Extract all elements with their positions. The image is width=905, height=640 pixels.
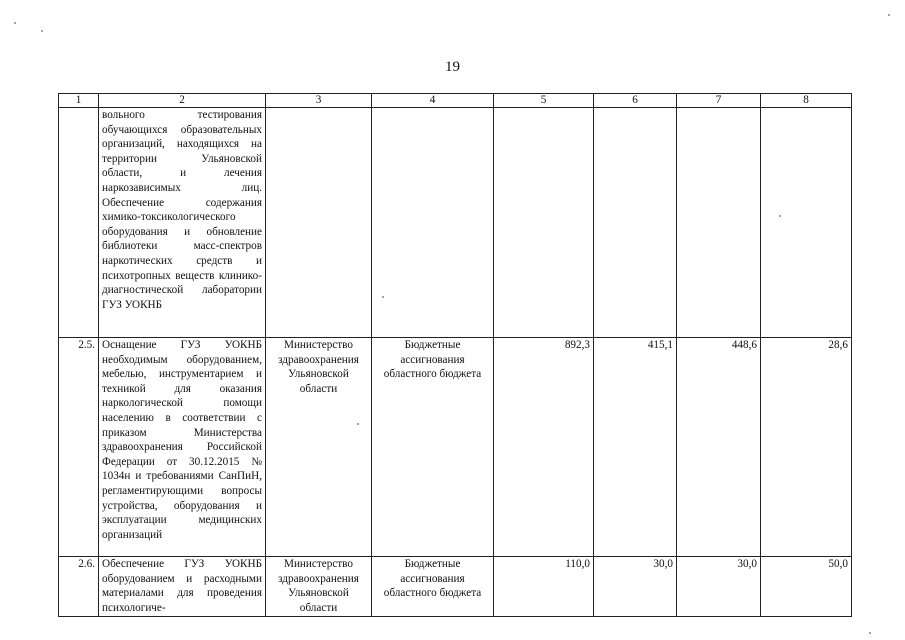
row-description: Оснащение ГУЗ УОКНБ необходимым оборудованием, мебелью, инструментарием и техникой для оказания наркологической помощи населению в соответствии с приказом Министерства здравоохранения Российской Федерации от 30.12.2015 № 1034н и требованиями СанПиН, регламентирующими вопросы устройства, оборудования и эксплуатации медицинских организаций [99,338,266,557]
table-row [59,108,852,338]
scan-speck [357,423,359,425]
row-year-1: 30,0 [594,557,677,617]
scan-speck [779,215,781,217]
row-funding-source: Бюджетные ассигнования областного бюджета [372,338,494,557]
column-number: 4 [372,94,494,108]
row-executor: Министерство здравоохранения Ульяновской области [266,557,372,617]
scan-speck [888,14,890,16]
row-year-3: 50,0 [761,557,852,617]
table-row [59,557,852,617]
row-year-2: 448,6 [677,338,761,557]
row-funding-source [372,108,494,338]
column-number: 8 [761,94,852,108]
column-number: 1 [59,94,99,108]
row-description: вольного тестирования обучающихся образовательных организаций, находящихся на территории Ульяновской области, и лечения наркозависимых лиц. Обеспечение содержания химико-токсикологического оборудования и обновление библиотеки масс-спектров наркотических средств и психотропных веществ клинико-диагностической лаборатории ГУЗ УОКНБ [99,108,266,338]
row-year-1 [594,108,677,338]
row-year-1: 415,1 [594,338,677,557]
column-number: 3 [266,94,372,108]
column-number: 5 [494,94,594,108]
program-table [58,93,852,617]
row-executor: Министерство здравоохранения Ульяновской области [266,338,372,557]
scan-speck [382,296,384,298]
scan-speck [869,632,871,634]
row-executor [266,108,372,338]
row-number: 2.5. [59,338,99,557]
row-total [494,108,594,338]
row-number [59,108,99,338]
row-funding-source: Бюджетные ассигнования областного бюджета [372,557,494,617]
column-number: 7 [677,94,761,108]
row-year-2: 30,0 [677,557,761,617]
row-number: 2.6. [59,557,99,617]
row-total: 110,0 [494,557,594,617]
scan-speck [14,22,16,24]
table-row [59,338,852,557]
page-number: 19 [445,59,460,75]
row-year-3 [761,108,852,338]
row-year-2 [677,108,761,338]
column-number: 2 [99,94,266,108]
column-number-row [59,94,852,108]
row-year-3: 28,6 [761,338,852,557]
column-number: 6 [594,94,677,108]
scan-speck [41,30,43,32]
row-total: 892,3 [494,338,594,557]
row-description: Обеспечение ГУЗ УОКНБ оборудованием и расходными материалами для проведения психологиче- [99,557,266,617]
